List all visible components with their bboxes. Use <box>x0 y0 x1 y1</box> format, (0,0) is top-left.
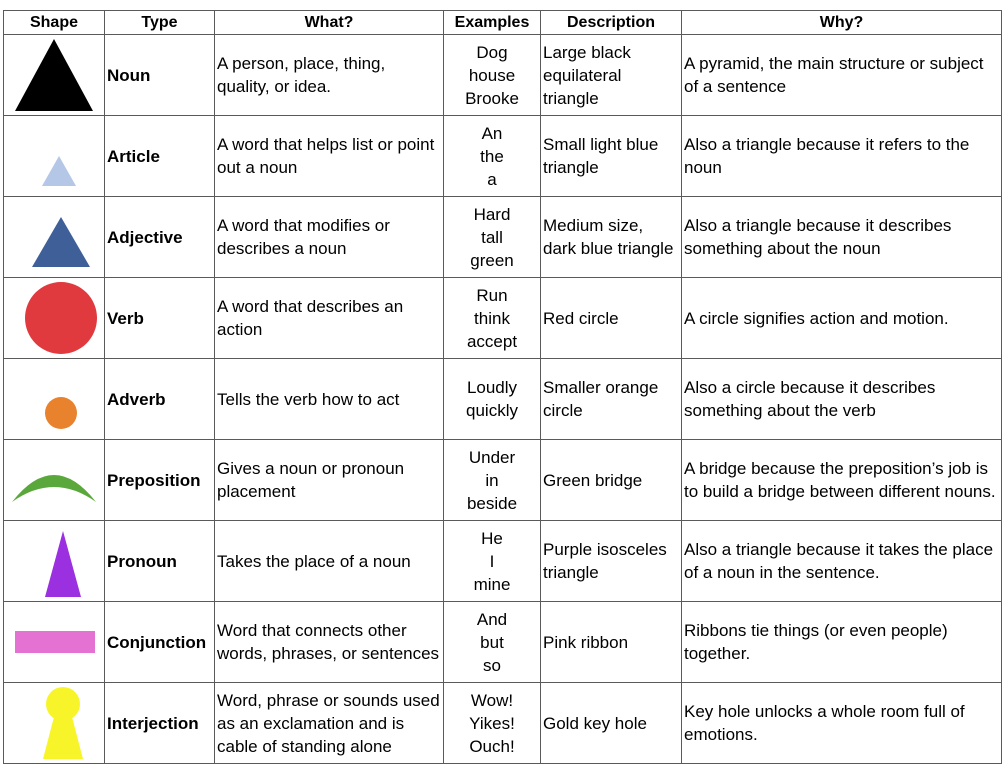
example-word: so <box>483 655 501 675</box>
what-cell: Word, phrase or sounds used as an exclamation and is cable of standing alone <box>215 683 444 764</box>
why-cell: Ribbons tie things (or even people) together. <box>682 602 1002 683</box>
example-word: beside <box>466 493 518 513</box>
why-cell: Also a triangle because it refers to the noun <box>682 116 1002 197</box>
example-word: I <box>489 551 495 571</box>
description-cell: Purple isosceles triangle <box>541 521 682 602</box>
description-cell: Pink ribbon <box>541 602 682 683</box>
examples-cell <box>444 116 541 197</box>
example-word: tall <box>481 227 503 247</box>
green-bridge-icon <box>11 440 97 520</box>
example-word: Hard <box>473 204 511 224</box>
example-word: Loudly <box>466 378 518 397</box>
shape-cell <box>4 359 105 440</box>
header-why: Why? <box>682 11 1002 35</box>
what-cell: A person, place, thing, quality, or idea. <box>215 35 444 116</box>
example-word: house <box>468 65 516 85</box>
what-cell: Tells the verb how to act <box>215 359 444 440</box>
shape-cell <box>4 521 105 602</box>
example-word: And <box>476 609 508 629</box>
example-word: green <box>470 250 514 270</box>
why-cell: Key hole unlocks a whole room full of emotions. <box>682 683 1002 764</box>
type-cell: Conjunction <box>105 602 215 683</box>
examples-cell <box>444 278 541 359</box>
example-word: quickly <box>466 401 518 420</box>
shape-cell <box>4 278 105 359</box>
examples-cell <box>444 521 541 602</box>
medium-dark-blue-triangle-icon <box>11 197 97 277</box>
why-cell: Also a triangle because it takes the place of a noun in the sentence. <box>682 521 1002 602</box>
example-word: Under <box>468 447 516 467</box>
red-circle-icon <box>11 278 97 358</box>
example-word: a <box>487 169 497 189</box>
description-cell: Smaller orange circle <box>541 359 682 440</box>
type-cell: Verb <box>105 278 215 359</box>
orange-circle-icon <box>11 359 97 439</box>
shape-cell <box>4 116 105 197</box>
example-word: the <box>480 146 504 166</box>
type-cell: Adverb <box>105 359 215 440</box>
example-word: Wow! <box>470 690 514 710</box>
why-cell: A bridge because the preposition’s job is to build a bridge between different nouns. <box>682 440 1002 521</box>
table-row <box>4 116 1002 197</box>
why-cell: A pyramid, the main structure or subject of a sentence <box>682 35 1002 116</box>
example-word: He <box>481 528 503 548</box>
table-row <box>4 440 1002 521</box>
shape-cell <box>4 197 105 278</box>
what-cell: A word that describes an action <box>215 278 444 359</box>
examples-cell <box>444 683 541 764</box>
type-cell: Noun <box>105 35 215 116</box>
example-word: Dog <box>476 42 508 62</box>
header-type: Type <box>105 11 215 35</box>
purple-isosceles-triangle-icon <box>11 521 97 601</box>
header-shape: Shape <box>4 11 105 35</box>
examples-cell <box>444 359 541 440</box>
shape-cell <box>4 683 105 764</box>
type-cell: Preposition <box>105 440 215 521</box>
what-cell: A word that helps list or point out a noun <box>215 116 444 197</box>
shape-cell <box>4 35 105 116</box>
example-word: think <box>474 308 510 328</box>
example-word: but <box>480 632 504 652</box>
example-word: Yikes! <box>469 713 515 733</box>
examples-cell <box>444 35 541 116</box>
table-row <box>4 359 1002 440</box>
table-row <box>4 35 1002 116</box>
example-word: mine <box>473 574 511 594</box>
header-what: What? <box>215 11 444 35</box>
examples-cell <box>444 197 541 278</box>
description-cell: Green bridge <box>541 440 682 521</box>
pink-ribbon-icon <box>11 602 97 682</box>
what-cell: Gives a noun or pronoun placement <box>215 440 444 521</box>
parts-of-speech-table <box>3 10 1002 764</box>
table-row <box>4 521 1002 602</box>
header-examples: Examples <box>444 11 541 35</box>
description-cell: Red circle <box>541 278 682 359</box>
description-cell: Medium size, dark blue triangle <box>541 197 682 278</box>
gold-key-hole-icon <box>11 683 97 763</box>
what-cell: Word that connects other words, phrases, or sentences <box>215 602 444 683</box>
header-description: Description <box>541 11 682 35</box>
why-cell: Also a triangle because it describes something about the noun <box>682 197 1002 278</box>
table-row <box>4 602 1002 683</box>
shape-cell <box>4 440 105 521</box>
example-word: Run <box>476 285 508 305</box>
description-cell: Large black equilateral triangle <box>541 35 682 116</box>
type-cell: Adjective <box>105 197 215 278</box>
example-word: An <box>481 123 503 143</box>
examples-cell <box>444 440 541 521</box>
large-black-triangle-icon <box>11 35 97 115</box>
what-cell: Takes the place of a noun <box>215 521 444 602</box>
header-row <box>4 11 1002 35</box>
example-word: Ouch! <box>469 736 515 756</box>
table-row <box>4 197 1002 278</box>
type-cell: Interjection <box>105 683 215 764</box>
type-cell: Pronoun <box>105 521 215 602</box>
description-cell: Small light blue triangle <box>541 116 682 197</box>
why-cell: A circle signifies action and motion. <box>682 278 1002 359</box>
example-word: accept <box>466 331 518 351</box>
example-word: Brooke <box>465 88 519 108</box>
example-word: in <box>485 470 499 490</box>
table-row <box>4 683 1002 764</box>
what-cell: A word that modifies or describes a noun <box>215 197 444 278</box>
why-cell: Also a circle because it describes something about the verb <box>682 359 1002 440</box>
examples-cell <box>444 602 541 683</box>
type-cell: Article <box>105 116 215 197</box>
table-row <box>4 278 1002 359</box>
description-cell: Gold key hole <box>541 683 682 764</box>
shape-cell <box>4 602 105 683</box>
small-light-blue-triangle-icon <box>11 116 97 196</box>
